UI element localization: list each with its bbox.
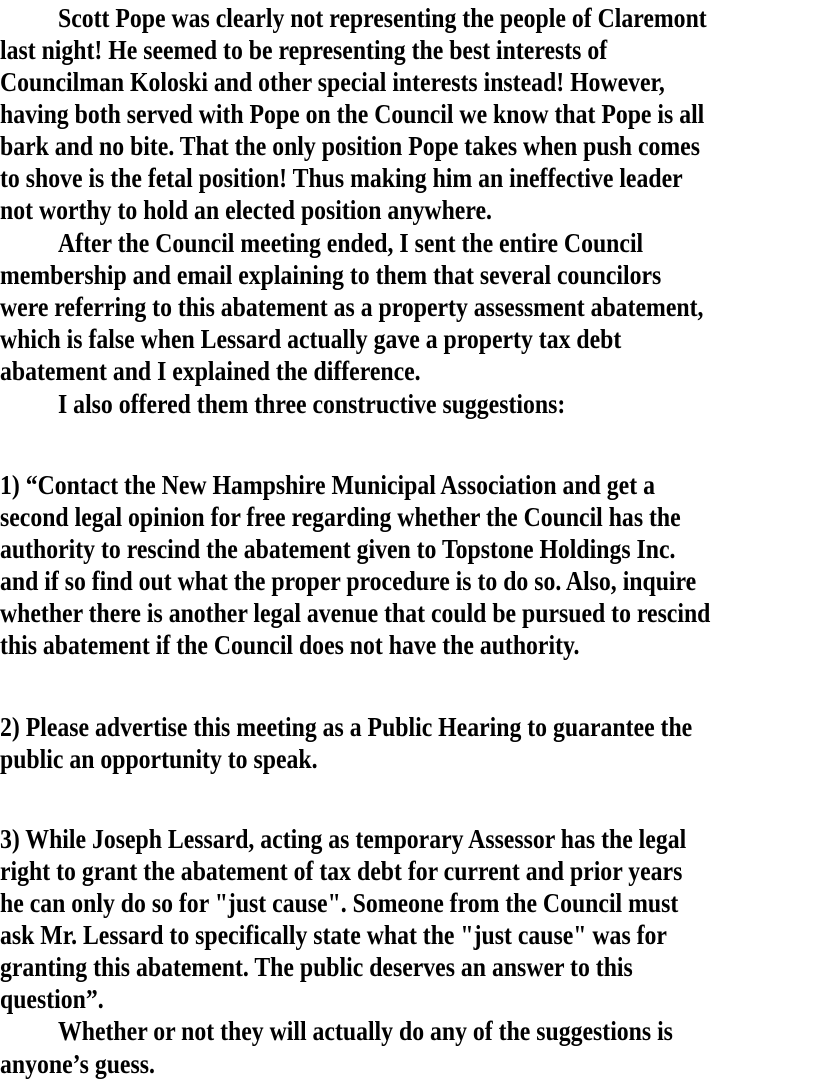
text-line: anyone’s guess. bbox=[0, 1049, 155, 1079]
text-line: membership and email explaining to them that several councilors bbox=[0, 260, 662, 290]
text-line: second legal opinion for free regarding whether the Council has the bbox=[0, 502, 681, 532]
text-line: bark and no bite. That the only position Pope takes when push comes bbox=[0, 131, 700, 161]
text-line: whether there is another legal avenue that could be pursued to rescind bbox=[0, 598, 711, 628]
text-line: he can only do so for "just cause". Someone from the Council must bbox=[0, 888, 679, 918]
text-line: Scott Pope was clearly not representing the people of Claremont bbox=[58, 3, 707, 33]
text-line: which is false when Lessard actually gave a property tax debt bbox=[0, 324, 622, 354]
text-line: this abatement if the Council does not have the authority. bbox=[0, 630, 580, 660]
text-line: were referring to this abatement as a property assessment abatement, bbox=[0, 292, 704, 322]
text-line: 1) “Contact the New Hampshire Municipal Association and get a bbox=[0, 470, 655, 500]
text-line: public an opportunity to speak. bbox=[0, 744, 318, 774]
text-line: granting this abatement. The public deserves an answer to this bbox=[0, 952, 633, 982]
text-line: 2) Please advertise this meeting as a Public Hearing to guarantee the bbox=[0, 712, 693, 742]
text-line: authority to rescind the abatement given to Topstone Holdings Inc. bbox=[0, 534, 676, 564]
text-line: abatement and I explained the difference. bbox=[0, 356, 421, 386]
text-line: having both served with Pope on the Council we know that Pope is all bbox=[0, 99, 705, 129]
text-line: After the Council meeting ended, I sent the entire Council bbox=[58, 228, 644, 258]
text-line: to shove is the fetal position! Thus making him an ineffective leader bbox=[0, 163, 683, 193]
text-line: last night! He seemed to be representing the best interests of bbox=[0, 35, 608, 65]
text-line: 3) While Joseph Lessard, acting as temporary Assessor has the legal bbox=[0, 824, 687, 854]
text-line: right to grant the abatement of tax debt for current and prior years bbox=[0, 856, 683, 886]
text-line: question”. bbox=[0, 984, 104, 1014]
text-line: ask Mr. Lessard to specifically state what the "just cause" was for bbox=[0, 920, 667, 950]
text-line: Councilman Koloski and other special interests instead! However, bbox=[0, 67, 665, 97]
text-line: I also offered them three constructive suggestions: bbox=[58, 389, 566, 419]
text-line: not worthy to hold an elected position anywhere. bbox=[0, 195, 492, 225]
text-line: Whether or not they will actually do any of the suggestions is bbox=[58, 1016, 673, 1046]
text-line: and if so find out what the proper procedure is to do so. Also, inquire bbox=[0, 566, 697, 596]
